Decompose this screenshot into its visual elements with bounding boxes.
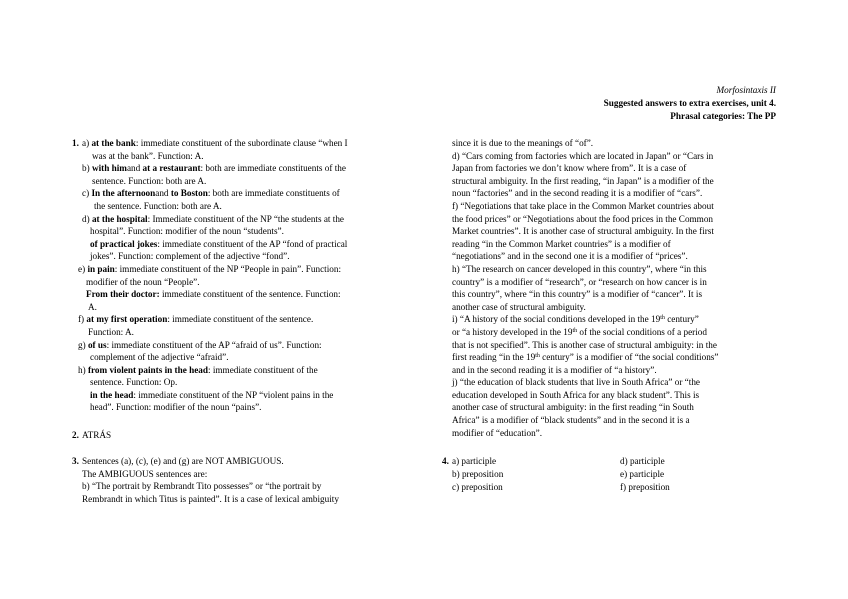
course-title: Morfosintaxis II (716, 85, 776, 95)
section-4-answer-a: a) participle (452, 456, 497, 466)
section-4-number: 4. (442, 456, 449, 466)
document-subtitle: Suggested answers to extra exercises, unit 4. (603, 98, 776, 108)
section-2 (72, 429, 111, 442)
section-4-answer-f: f) preposition (620, 482, 670, 492)
section-2-number: 2. (72, 430, 79, 440)
section-3-number: 3. (72, 456, 79, 466)
section-1-number: 1. (72, 138, 79, 148)
section-4-answer-e: e) participle (620, 469, 665, 479)
section-2-answer: ATRÁS (82, 430, 112, 440)
section-4-answer-d: d) participle (620, 456, 665, 466)
section-3-continued: since it is due to the meanings of “of”. d) “Cars coming from factories which are located in Japan” or “Cars in Japan from factories we don’t know where from”. It is a case of structural ambiguity. In the first reading, “in Japan” is a modifier of the noun “factories” and in the second reading it is a modifier of “cars”. f) “Negotiations that take place in the Common Market countries about the food prices” or “Negotiations about the food prices in the Common Market countries”. It is another case of structural ambiguity. In the first reading “in the Common Market countries” is a modifier of “negotiations” and in the second one it is a modifier of “prices”. h) “The research on cancer developed in this country”, where “in this country” is a modifier of “research”, or “research on how cancer is in this country”, where “in this country” is a modifier of “cancer”. It is another case of structural ambiguity. i) “A history of the social conditions developed in the 19th century” or “a history developed in the 19th of the social conditions of a period that is not specified”. This is another case of structural ambiguity: in the first reading “in the 19th century” is a modifier of “the social conditions” and in the second reading it is a modifier of “a history”. j) “the education of black students that live in South Africa” or “the education developed in South Africa for any black student”. This is another case of structural ambiguity: in the first reading “in South Africa” is a modifier of “black students” and in the second it is a modifier of “education”. (452, 138, 719, 438)
document-topic: Phrasal categories: The PP (670, 111, 776, 121)
section-1: 1. a) at the bank: immediate constituent of the subordinate clause “when I was at the bank”. Function: A. b) with himand at a restaurant: both are immediate constituents of the sentence. Function: both are A. c) In the afternoonand to Boston: both are immediate constituents of the sentence. Function: both are A. d) at the hospital: Immediate constituent of the NP “the students at the hospital”. Function: modifier of the noun “students”. of practical jokes: immediate constituent of the AP “fond of practical jokes”. Function: complement of the adjective “fond”. e) in pain: immediate constituent of the NP “People in pain”. Function: modifier of the noun “People”. From their doctor: immediate constituent of the sentence. Function: A. f) at my first operation: immediate constituent of the sentence. Function: A. g) of us: immediate constituent of the AP “afraid of us”. Function: complement of the adjective “afraid”. h) from violent paints in the head: immediate constituent of the sentence. Function: Op. in the head: immediate constituent of the NP “violent pains in the head”. Function: modifier of the noun “pains”. (72, 138, 348, 413)
section-4-answer-b: b) preposition (452, 469, 504, 479)
section-4-answer-c: c) preposition (452, 482, 503, 492)
section-3: 3. Sentences (a), (c), (e) and (g) are NOT AMBIGUOUS. The AMBIGUOUS sentences are: b) “The portrait by Rembrandt Tito possesses” or “the portrait by Rembrandt in which Titus is painted”. It is a case of lexical ambiguity (72, 456, 339, 504)
